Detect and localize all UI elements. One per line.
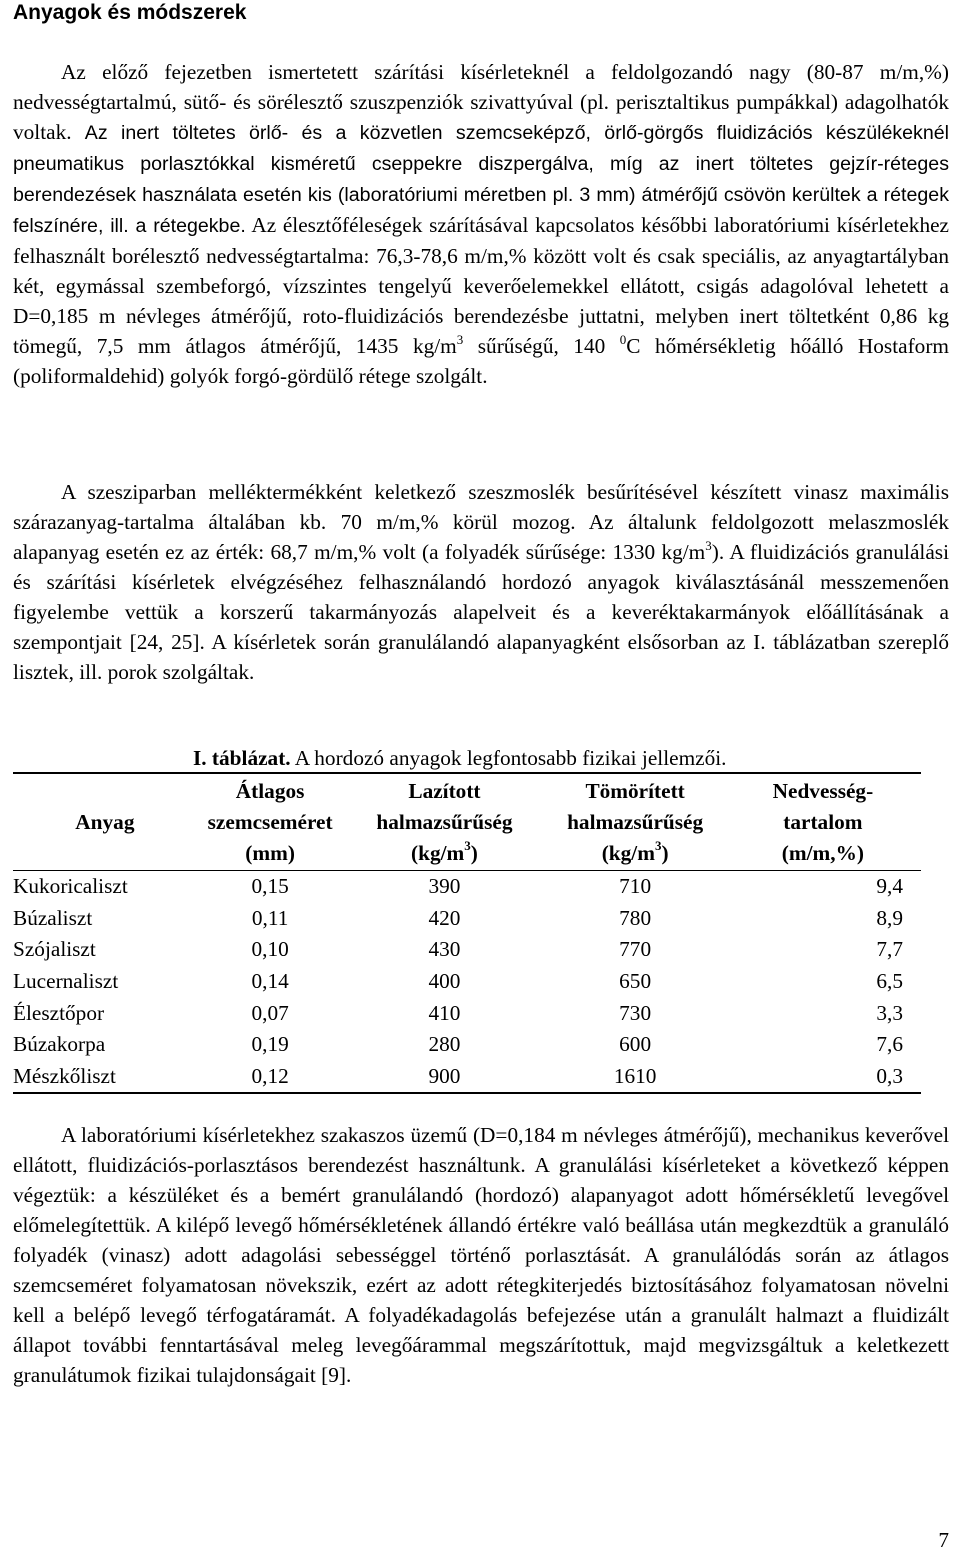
table-row bbox=[13, 934, 921, 966]
cell-tomoritett: 1610 bbox=[545, 1061, 724, 1094]
header-anyag: Anyag bbox=[13, 773, 197, 871]
table-caption-label: I. táblázat. bbox=[193, 746, 291, 770]
carrier-materials-table bbox=[13, 772, 921, 1094]
superscript-3: 3 bbox=[705, 537, 712, 553]
page-number: 7 bbox=[938, 1528, 949, 1552]
cell-anyag: Búzaliszt bbox=[13, 905, 93, 930]
table-row bbox=[13, 1029, 921, 1061]
cell-nedvesseg: 9,4 bbox=[876, 874, 903, 899]
cell-lazitott: 390 bbox=[428, 874, 461, 899]
paragraph-text-hostaform: C hőmérsékletig hőálló Hostaform (poliformaldehid) golyók forgó-gördülő rétege szolgált. bbox=[13, 334, 949, 388]
cell-tomoritett: 770 bbox=[619, 937, 652, 962]
paragraph-text-lab: A laboratóriumi kísérletekhez szakaszos üzemű (D=0,184 m névleges átmérőjű), mechanikus keverővel ellátott, fluidizációs-porlasztásos berendezést használtunk. A granulálási kísérleteket a következő képpen végeztük: a készüléket és a bemért granulálandó (hordozó) alapanyagot adott hőmérsékletű levegővel előmelegítettük. A kilépő levegő hőmérsékletének állandó értékre való beállása után megkezdtük a granuláló folyadék (vinasz) adott adagolási sebességgel történő porlasztását. A granulálódás során az átlagos szemcseméret folyamatosan növekszik, ezért az adott rétegkiterjedés biztosításához folyamatosan növelni kell a belépő levegő térfogatáramát. A folyadékadagolás befejezése után a granulált halmazt a fluidizált állapot további fenntartásával meleg levegőárammal megszárítottuk, majd megvizsgáltuk a keletkezett granulátumok fizikai tulajdonságait [9]. bbox=[13, 1123, 949, 1387]
cell-nedvesseg: 6,5 bbox=[876, 969, 903, 994]
cell-tomoritett: 780 bbox=[619, 905, 652, 930]
paragraph-text-inert: Az inert töltetes örlő- és a közvetlen szemcseképző, örlő-görgős fluidizációs készülékeknél pneumatikus porlasztókkal kisméretű cseppekre diszpergálva, míg az inert töltetes gejzír-réteges berendezések használata esetén kis (laboratóriumi méretben pl. 3 mm) átmérőjű csövön kerültek a rétegek felszínére, ill. a rétegekbe. bbox=[13, 122, 949, 237]
paragraph-drying-methods bbox=[13, 57, 949, 391]
table-row bbox=[13, 903, 921, 935]
header-tomoritett: Tömörített halmazsűrűség $(kg/m^3)$ bbox=[545, 773, 724, 871]
paragraph-text-density: sűrűségű, 140 bbox=[463, 334, 620, 358]
cell-szemcsemeret: 0,14 bbox=[251, 969, 289, 994]
cell-anyag: Élesztőpor bbox=[13, 1000, 105, 1025]
table-row bbox=[13, 871, 921, 903]
cell-anyag: Lucernaliszt bbox=[13, 969, 119, 994]
cell-nedvesseg: 7,7 bbox=[876, 937, 903, 962]
superscript-0: 0 bbox=[619, 331, 627, 347]
table-caption bbox=[193, 744, 727, 772]
table-caption-text: A hordozó anyagok legfontosabb fizikai jellemzői. bbox=[290, 746, 727, 770]
cell-tomoritett: 710 bbox=[619, 874, 652, 899]
cell-lazitott: 400 bbox=[428, 969, 461, 994]
table-header-row bbox=[13, 773, 921, 871]
cell-anyag: Szójaliszt bbox=[13, 937, 96, 962]
cell-tomoritett: 650 bbox=[619, 969, 652, 994]
table-row bbox=[13, 1061, 921, 1094]
cell-nedvesseg: 3,3 bbox=[876, 1000, 903, 1025]
cell-lazitott: 410 bbox=[428, 1000, 461, 1025]
cell-lazitott: 430 bbox=[428, 937, 461, 962]
cell-lazitott: 420 bbox=[428, 905, 461, 930]
cell-szemcsemeret: 0,07 bbox=[251, 1000, 289, 1025]
cell-tomoritett: 730 bbox=[619, 1000, 652, 1025]
cell-nedvesseg: 8,9 bbox=[876, 905, 903, 930]
paragraph-text-vinasse-a: A szesziparban melléktermékként keletkező szeszmoslék besűrítésével készített vinasz maximális szárazanyag-tartalma általában kb. 70 m/m,% körül mozog. Az általunk feldolgozott melaszmoslék alapanyag esetén ez az érték: 68,7 m/m,% volt (a folyadék sűrűsége: 1330 kg/m bbox=[13, 480, 949, 564]
paragraph-text-yeast: Az élesztőféleségek szárításával kapcsolatos későbbi laboratóriumi kísérletekhez felhasznált borélesztő nedvességtartalma: 76,3-78,6 m/m,% között volt és csak speciális, az anyagtartályban két, egymással szembeforgó, vízszintes tengelyű keverőelemekkel ellátott, csigás adagolóval lehetett a D=0,185 m névleges átmérőjű, roto-fluidizációs berendezésbe juttatni, melyben inert töltetként 0,86 kg tömegű, 7,5 mm átlagos átmérőjű, 1435 kg/m bbox=[13, 213, 950, 358]
cell-anyag: Mészkőliszt bbox=[13, 1061, 197, 1094]
table-row bbox=[13, 966, 921, 998]
paragraph-text-vinasse-b: ). A fluidizációs granulálási és szárítási kísérletek elvégzéséhez felhasználandó hordozó anyagok kiválasztásánál messzemenően figyelembe vettük a korszerű takarmányozás alapelveit és a keveréktakarmányok előállításának a szempontjait [24, 25]. A kísérletek során granulálandó alapanyagként elsősorban az I. táblázatban szereplő lisztek, ill. porok szolgáltak. bbox=[13, 540, 949, 684]
cell-tomoritett: 600 bbox=[619, 1032, 652, 1057]
cell-nedvesseg: 0,3 bbox=[725, 1061, 921, 1094]
cell-anyag: Kukoricaliszt bbox=[13, 874, 128, 899]
cell-szemcsemeret: 0,15 bbox=[251, 874, 289, 899]
cell-lazitott: 280 bbox=[428, 1032, 461, 1057]
paragraph-lab-experiments bbox=[13, 1120, 949, 1390]
header-szemcsemeret: Átlagos szemcseméret (mm) bbox=[197, 773, 344, 871]
paragraph-text-intro: Az előző fejezetben ismertetett szárítási kísérleteknél a feldolgozandó nagy (80-87 m/m,%) nedvességtartalmú, sütő- és sörélesztő szuszpenziók szivattyúval (pl. perisztaltikus pumpákkal) adagolhatók voltak. bbox=[13, 60, 949, 144]
cell-szemcsemeret: 0,12 bbox=[197, 1061, 344, 1094]
cell-szemcsemeret: 0,10 bbox=[251, 937, 289, 962]
cell-szemcsemeret: 0,19 bbox=[251, 1032, 289, 1057]
cell-szemcsemeret: 0,11 bbox=[251, 905, 289, 930]
superscript-3: 3 bbox=[456, 331, 464, 347]
section-heading: Anyagok és módszerek bbox=[13, 1, 247, 24]
header-lazitott: Lazított halmazsűrűség $(kg/m^3)$ bbox=[343, 773, 545, 871]
table-row bbox=[13, 997, 921, 1029]
cell-nedvesseg: 7,6 bbox=[876, 1032, 903, 1057]
paragraph-vinasse bbox=[13, 477, 949, 687]
cell-anyag: Búzakorpa bbox=[13, 1032, 106, 1057]
cell-lazitott: 900 bbox=[343, 1061, 545, 1094]
header-nedvesseg: Nedvesség- tartalom (m/m,%) bbox=[725, 773, 921, 871]
